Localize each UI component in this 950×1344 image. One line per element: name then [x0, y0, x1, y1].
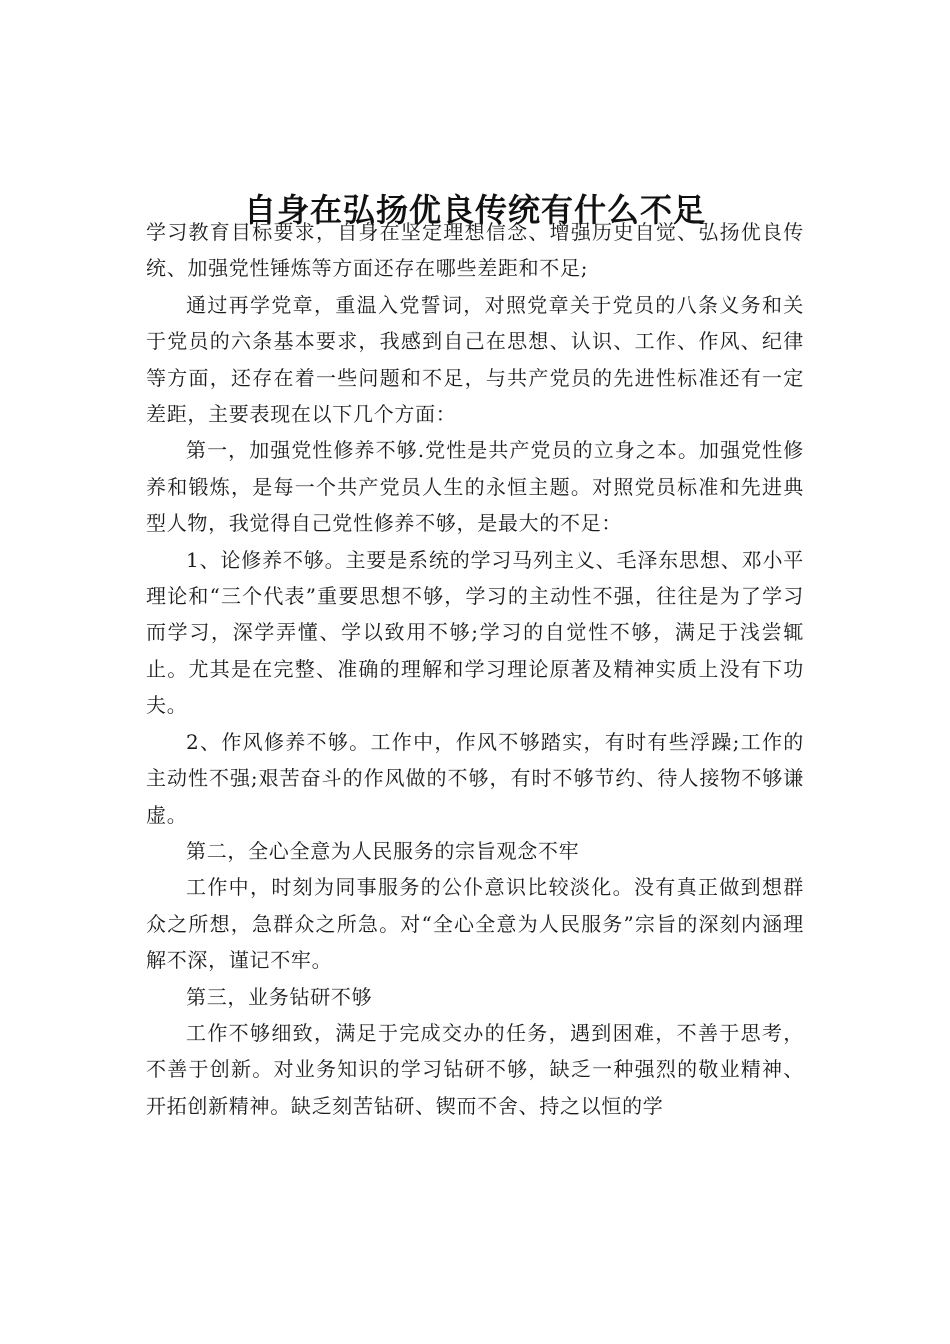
paragraph: 2、作风修养不够。工作中，作风不够踏实，有时有些浮躁;工作的主动性不强;艰苦奋斗的作风做的不够，有时不够节约、待人接物不够谦虚。	[146, 729, 804, 827]
document-title: 自身在弘扬优良传统有什么不足	[243, 191, 706, 229]
paragraph: 1、论修养不够。主要是系统的学习马列主义、毛泽东思想、邓小平理论和“三个代表”重要思想不够，学习的主动性不强，往往是为了学习而学习，深学弄懂、学以致用不够;学习的自觉性不够，满足于浅尝辄止。尤其是在完整、准确的理解和学习理论原著及精神实质上没有下功夫。	[146, 547, 804, 718]
paragraph: 学习教育目标要求，自身在坚定理想信念、增强历史自觉、弘扬优良传统、加强党性锤炼等方面还存在哪些差距和不足;	[146, 220, 804, 281]
section-heading: 第三，业务钻研不够	[186, 984, 373, 1009]
paragraph: 通过再学党章，重温入党誓词，对照党章关于党员的八条义务和关于党员的六条基本要求，我感到自己在思想、认识、工作、作风、纪律等方面，还存在着一些问题和不足，与共产党员的先进性标准还有一定差距，主要表现在以下几个方面：	[146, 292, 804, 427]
paragraph: 第一，加强党性修养不够.党性是共产党员的立身之本。加强党性修养和锻炼，是每一个共产党员人生的永恒主题。对照党员标准和先进典型人物，我觉得自己党性修养不够，是最大的不足：	[146, 438, 804, 536]
paragraph: 工作不够细致，满足于完成交办的任务，遇到困难，不善于思考，不善于创新。对业务知识的学习钻研不够，缺乏一种强烈的敬业精神、开拓创新精神。缺乏刻苦钻研、锲而不舍、持之以恒的学	[146, 1020, 804, 1118]
paragraph: 工作中，时刻为同事服务的公仆意识比较淡化。没有真正做到想群众之所想，急群众之所急。对“全心全意为人民服务”宗旨的深刻内涵理解不深，谨记不牢。	[146, 875, 804, 973]
document-body	[146, 214, 804, 1124]
section-heading: 第二，全心全意为人民服务的宗旨观念不牢	[186, 838, 580, 863]
